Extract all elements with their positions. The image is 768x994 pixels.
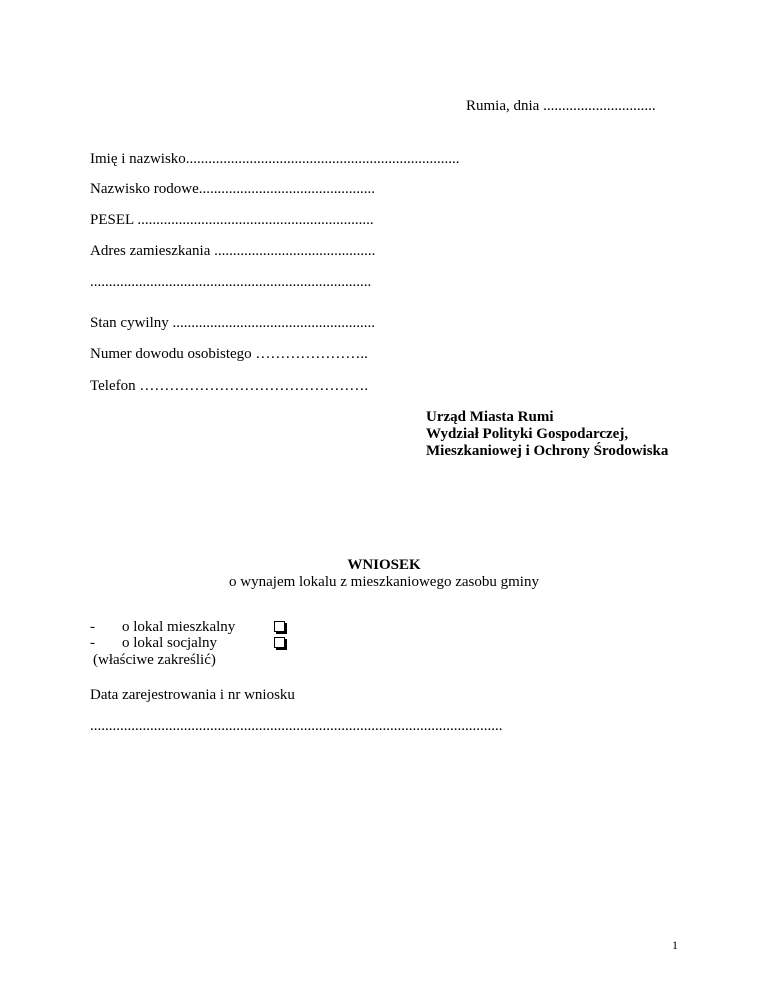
recipient-line-1: Urząd Miasta Rumi bbox=[426, 409, 554, 425]
option-dash: - bbox=[90, 619, 95, 635]
pesel-field[interactable]: PESEL ............................................................... bbox=[90, 212, 374, 228]
option-dash: - bbox=[90, 635, 95, 651]
registration-field[interactable]: .............................................................................................................. bbox=[90, 718, 503, 734]
page-number: 1 bbox=[672, 938, 678, 952]
id-card-number-field[interactable]: Numer dowodu osobistego ………………….. bbox=[90, 346, 368, 362]
option-residential-label: o lokal mieszkalny bbox=[122, 619, 236, 635]
document-title: WNIOSEK bbox=[347, 557, 421, 573]
phone-field[interactable]: Telefon ………………………………………. bbox=[90, 378, 369, 394]
options-note: (właściwe zakreślić) bbox=[93, 652, 216, 668]
residential-checkbox[interactable] bbox=[274, 621, 285, 632]
recipient-line-3: Mieszkaniowej i Ochrony Środowiska bbox=[426, 443, 669, 459]
marital-status-field[interactable]: Stan cywilny ...................................................... bbox=[90, 315, 375, 331]
address-field[interactable]: Adres zamieszkania ........................................... bbox=[90, 243, 376, 259]
maiden-name-field[interactable]: Nazwisko rodowe............................................... bbox=[90, 181, 375, 197]
registration-label: Data zarejestrowania i nr wniosku bbox=[90, 687, 295, 703]
recipient-line-2: Wydział Polityki Gospodarczej, bbox=[426, 426, 629, 442]
social-checkbox[interactable] bbox=[274, 637, 285, 648]
document-subtitle: o wynajem lokalu z mieszkaniowego zasobu gminy bbox=[229, 574, 539, 590]
address-continuation-field[interactable]: ........................................................................... bbox=[90, 274, 372, 290]
full-name-field[interactable]: Imię i nazwisko......................................................................... bbox=[90, 151, 460, 167]
option-social-label: o lokal socjalny bbox=[122, 635, 217, 651]
place-date-line[interactable]: Rumia, dnia .............................. bbox=[466, 98, 656, 114]
